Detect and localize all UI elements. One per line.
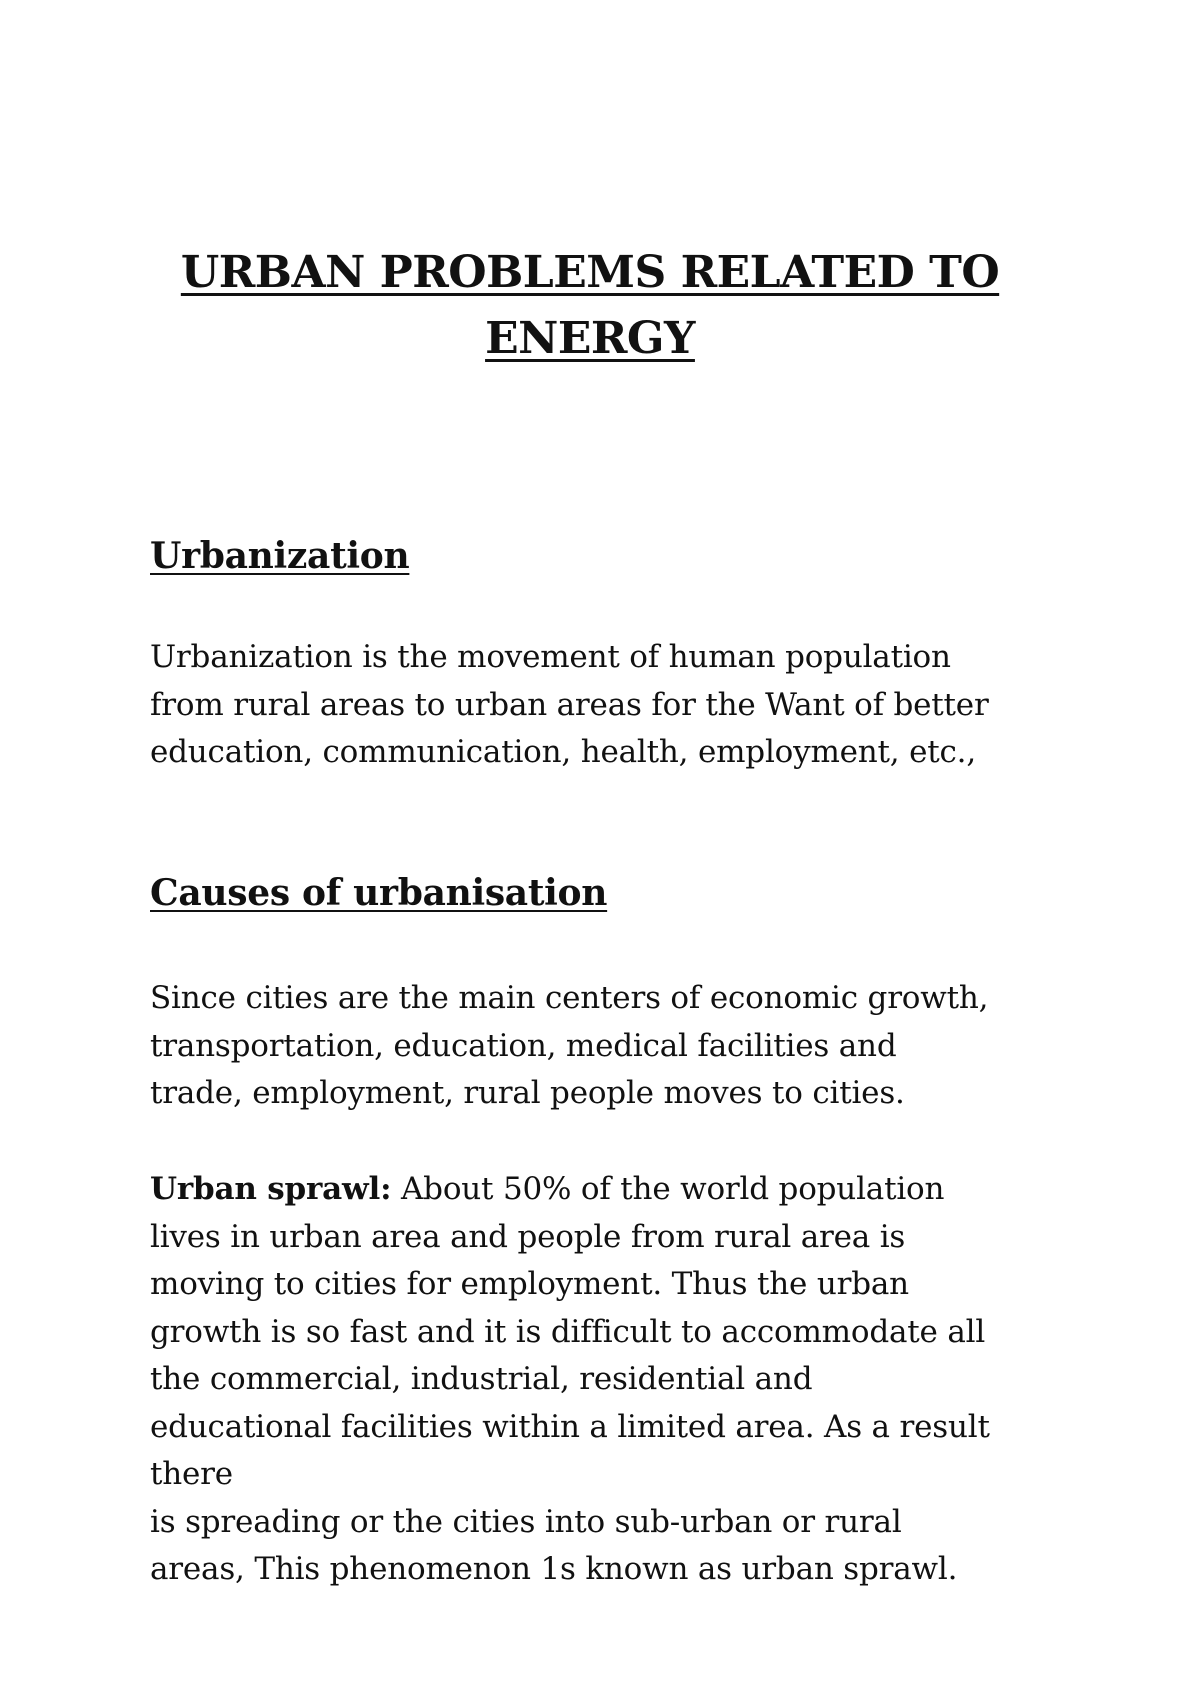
text-line: the commercial, industrial, residential and <box>150 1361 813 1397</box>
text-line: trade, employment, rural people moves to cities. <box>150 1075 905 1111</box>
title-line-2: ENERGY <box>485 313 695 364</box>
text-line: education, communication, health, employment, etc., <box>150 734 976 770</box>
title-line-1: URBAN PROBLEMS RELATED TO <box>180 247 1000 298</box>
text-line: from rural areas to urban areas for the Want of better <box>150 686 989 723</box>
paragraph-causes <box>150 975 1050 1118</box>
urban-sprawl-label: Urban sprawl: <box>150 1171 392 1207</box>
text-line: areas, This phenomenon 1s known as urban sprawl. <box>150 1551 958 1587</box>
paragraph-urban-sprawl <box>150 1166 1050 1594</box>
text-line: educational facilities within a limited area. As a result <box>150 1408 990 1445</box>
urban-sprawl-first-line: About 50% of the world population <box>391 1171 945 1207</box>
heading-causes <box>150 871 607 915</box>
text-line: growth is so fast and it is difficult to accommodate all <box>150 1313 986 1350</box>
text-line: lives in urban area and people from rural area is <box>150 1218 906 1255</box>
text-line: transportation, education, medical facilities and <box>150 1027 897 1064</box>
text-line: Urbanization is the movement of human population <box>150 639 951 675</box>
paragraph-urbanization <box>150 634 1050 777</box>
heading-urbanization <box>150 534 409 578</box>
text-line: there <box>150 1456 233 1492</box>
heading-causes-text: Causes of urbanisation <box>150 872 608 914</box>
heading-urbanization-text: Urbanization <box>150 535 410 577</box>
page-title <box>150 240 1030 372</box>
text-line: is spreading or the cities into sub-urban or rural <box>150 1503 902 1540</box>
text-line: Since cities are the main centers of economic growth, <box>150 980 989 1016</box>
text-line: moving to cities for employment. Thus the urban <box>150 1266 909 1302</box>
text-line <box>150 1166 1050 1214</box>
